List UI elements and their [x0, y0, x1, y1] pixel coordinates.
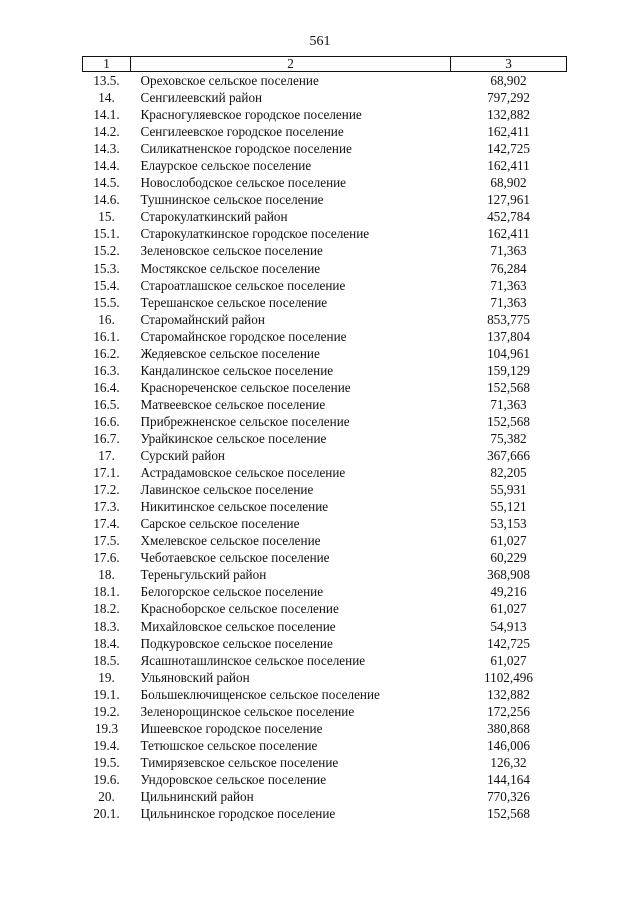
municipality-name: Сурский район [140, 448, 225, 464]
amount-value: 367,666 [487, 448, 530, 464]
row-number: 17.2. [93, 482, 120, 498]
municipality-name: Ишеевское городское поселение [140, 720, 323, 736]
row-number: 19.3 [94, 720, 119, 736]
municipality-name: Старокулаткинское городское поселение [140, 226, 370, 242]
amount-value: 452,784 [487, 209, 530, 225]
row-number: 18.1. [93, 584, 120, 600]
table-row [83, 686, 567, 703]
table-row [83, 771, 567, 788]
amount-value: 68,902 [490, 175, 527, 191]
amount-value: 1102,496 [484, 669, 533, 685]
municipality-name: Тушнинское сельское поселение [140, 192, 324, 208]
amount-value: 55,931 [490, 482, 527, 498]
amount-value: 853,775 [487, 311, 530, 327]
table-row [83, 583, 567, 600]
row-number: 17.6. [93, 550, 120, 566]
row-number: 15.3. [93, 260, 120, 276]
row-number: 15.5. [93, 294, 120, 310]
amount-value: 142,725 [487, 635, 530, 651]
amount-value: 132,882 [487, 686, 530, 702]
row-number: 14.1. [93, 107, 120, 123]
municipality-name: Красноборское сельское поселение [140, 601, 339, 617]
row-number: 19.6. [93, 771, 120, 787]
municipality-name: Ореховское сельское поселение [140, 73, 319, 89]
municipality-name: Ульяновский район [140, 669, 250, 685]
municipality-name: Подкуровское сельское поселение [140, 635, 333, 651]
amount-value: 61,027 [490, 601, 527, 617]
amount-value: 146,006 [487, 737, 530, 753]
table-row [83, 703, 567, 720]
amount-value: 152,568 [487, 806, 530, 822]
row-number: 14.5. [93, 175, 120, 191]
municipality-name: Хмелевское сельское поселение [140, 533, 321, 549]
row-number: 16.1. [93, 328, 120, 344]
municipality-name: Зеленорощинское сельское поселение [140, 703, 355, 719]
row-number: 14.4. [93, 158, 120, 174]
row-number: 17.3. [93, 499, 120, 515]
table-row [83, 788, 567, 805]
table-row [83, 225, 567, 242]
municipality-name: Ундоровское сельское поселение [140, 771, 327, 787]
page-number: 561 [309, 34, 331, 49]
amount-value: 152,568 [487, 413, 530, 429]
amount-value: 54,913 [490, 618, 527, 634]
table-body [83, 72, 567, 823]
table-row [83, 294, 567, 311]
amount-value: 797,292 [487, 90, 530, 106]
table-row [83, 549, 567, 566]
table-row [83, 140, 567, 157]
municipality-name: Лавинское сельское поселение [140, 482, 314, 498]
table-row [83, 277, 567, 294]
municipality-name: Матвеевское сельское поселение [140, 396, 326, 412]
table-row [83, 260, 567, 277]
municipality-name: Тимирязевское сельское поселение [140, 754, 339, 770]
row-number: 17.5. [93, 533, 120, 549]
municipality-name: Чеботаевское сельское поселение [140, 550, 330, 566]
municipality-name: Терешанское сельское поселение [140, 294, 328, 310]
municipality-name: Цильнинский район [140, 788, 254, 804]
amount-value: 76,284 [490, 260, 527, 276]
amount-value: 104,961 [487, 345, 530, 361]
table-row [83, 242, 567, 259]
table-row [83, 379, 567, 396]
municipality-name: Мостякское сельское поселение [140, 260, 321, 276]
municipality-name: Сенгилеевское городское поселение [140, 124, 344, 140]
table-row [83, 345, 567, 362]
amount-value: 68,902 [490, 73, 527, 89]
municipality-name: Михайловское сельское поселение [140, 618, 336, 634]
amount-value: 71,363 [490, 243, 527, 259]
table-row [83, 805, 567, 822]
amount-value: 127,961 [487, 192, 530, 208]
row-number: 19. [98, 669, 115, 685]
row-number: 19.1. [93, 686, 120, 702]
municipality-name: Старокулаткинский район [140, 209, 288, 225]
table-row [83, 174, 567, 191]
amount-value: 770,326 [487, 788, 530, 804]
municipality-name: Староатлашское сельское поселение [140, 277, 346, 293]
table-row [83, 600, 567, 617]
municipality-name: Силикатненское городское поселение [140, 141, 352, 157]
municipality-name: Сенгилеевский район [140, 90, 263, 106]
row-number: 13.5. [93, 73, 120, 89]
table-row [83, 430, 567, 447]
row-number: 16.5. [93, 396, 120, 412]
amount-value: 132,882 [487, 107, 530, 123]
municipality-name: Жедяевское сельское поселение [140, 345, 320, 361]
municipality-name: Тетюшское сельское поселение [140, 737, 318, 753]
municipality-name: Старомайнское городское поселение [140, 328, 347, 344]
row-number: 17.1. [93, 465, 120, 481]
row-number: 15. [98, 209, 115, 225]
amount-value: 60,229 [490, 550, 527, 566]
amount-value: 75,382 [490, 431, 527, 446]
table-row [83, 157, 567, 174]
table-row [83, 89, 567, 106]
row-number: 18. [98, 567, 115, 583]
municipality-name: Большеключищенское сельское поселение [140, 686, 380, 702]
table-row [83, 515, 567, 532]
municipality-name: Кандалинское сельское поселение [140, 362, 334, 378]
municipality-name: Сарское сельское поселение [140, 516, 300, 532]
table-row [83, 618, 567, 635]
header-row [83, 57, 567, 72]
amount-value: 53,153 [490, 516, 527, 532]
table-row [83, 447, 567, 464]
amount-value: 71,363 [490, 294, 527, 310]
table-row [83, 413, 567, 430]
amount-value: 172,256 [487, 703, 530, 719]
amount-value: 152,568 [487, 379, 530, 395]
row-number: 18.4. [93, 635, 120, 651]
municipality-name: Астрадамовское сельское поселение [140, 465, 346, 481]
amount-value: 61,027 [490, 533, 527, 549]
amount-value: 162,411 [487, 124, 530, 140]
municipality-name: Прибрежненское сельское поселение [140, 413, 350, 429]
municipality-name: Цильнинское городское поселение [140, 806, 336, 822]
amount-value: 137,804 [487, 328, 530, 344]
header-col-3: 3 [451, 57, 567, 72]
row-number: 15.4. [93, 277, 120, 293]
municipality-name: Новослободское сельское поселение [140, 175, 347, 191]
municipality-name: Старомайнский район [140, 311, 265, 327]
row-number: 18.2. [93, 601, 120, 617]
table-header [83, 57, 567, 72]
row-number: 14.6. [93, 192, 120, 208]
amount-value: 144,164 [487, 771, 530, 787]
row-number: 15.1. [93, 226, 120, 242]
row-number: 14.3. [93, 141, 120, 157]
amount-value: 162,411 [487, 158, 530, 174]
amount-value: 126,32 [490, 754, 527, 770]
row-number: 20.1. [93, 806, 120, 822]
header-col-1: 1 [83, 57, 131, 72]
table-row [83, 566, 567, 583]
municipality-name: Никитинское сельское поселение [140, 499, 329, 515]
row-number: 19.4. [93, 737, 120, 753]
municipality-name: Тереньгульский район [140, 567, 267, 583]
table-row [83, 669, 567, 686]
municipality-name: Елаурское сельское поселение [140, 158, 312, 174]
row-number: 16.2. [93, 345, 120, 361]
table-row [83, 635, 567, 652]
row-number: 19.2. [93, 703, 120, 719]
amount-value: 162,411 [487, 226, 530, 242]
row-number: 14.2. [93, 124, 120, 140]
municipality-name: Белогорское сельское поселение [140, 584, 324, 600]
table-row [83, 72, 567, 90]
amount-value: 61,027 [490, 652, 527, 668]
table-row [83, 311, 567, 328]
row-number: 15.2. [93, 243, 120, 259]
header-col-2: 2 [131, 57, 451, 72]
amount-value: 49,216 [490, 584, 527, 600]
row-number: 17.4. [93, 516, 120, 532]
table-row [83, 362, 567, 379]
row-number: 16.7. [93, 431, 120, 446]
table-row [83, 737, 567, 754]
table-row [83, 498, 567, 515]
amount-value: 380,868 [487, 720, 530, 736]
table-row [83, 481, 567, 498]
table-row [83, 191, 567, 208]
table-row [83, 123, 567, 140]
municipality-name: Ясашноташлинское сельское поселение [140, 652, 366, 668]
row-number: 18.5. [93, 652, 120, 668]
table-row [83, 328, 567, 345]
table-row [83, 396, 567, 413]
table-row [83, 652, 567, 669]
amount-value: 368,908 [487, 567, 530, 583]
allocation-table [82, 56, 567, 822]
municipality-name: Урайкинское сельское поселение [140, 431, 327, 446]
row-number: 16.6. [93, 413, 120, 429]
amount-value: 142,725 [487, 141, 530, 157]
table-row [83, 532, 567, 549]
row-number: 14. [98, 90, 115, 106]
municipality-name: Красногуляевское городское поселение [140, 107, 362, 123]
amount-value: 55,121 [490, 499, 527, 515]
row-number: 16.3. [93, 362, 120, 378]
table-row [83, 464, 567, 481]
municipality-name: Краснореченское сельское поселение [140, 379, 351, 395]
table-row [83, 106, 567, 123]
table-row [83, 720, 567, 737]
row-number: 19.5. [93, 754, 120, 770]
row-number: 20. [98, 788, 115, 804]
table-row [83, 208, 567, 225]
row-number: 17. [98, 448, 115, 464]
row-number: 18.3. [93, 618, 120, 634]
row-number: 16. [98, 311, 115, 327]
amount-value: 71,363 [490, 396, 527, 412]
row-number: 16.4. [93, 379, 120, 395]
amount-value: 71,363 [490, 277, 527, 293]
amount-value: 159,129 [487, 362, 530, 378]
table-row [83, 754, 567, 771]
municipality-name: Зеленовское сельское поселение [140, 243, 323, 259]
amount-value: 82,205 [490, 465, 527, 481]
